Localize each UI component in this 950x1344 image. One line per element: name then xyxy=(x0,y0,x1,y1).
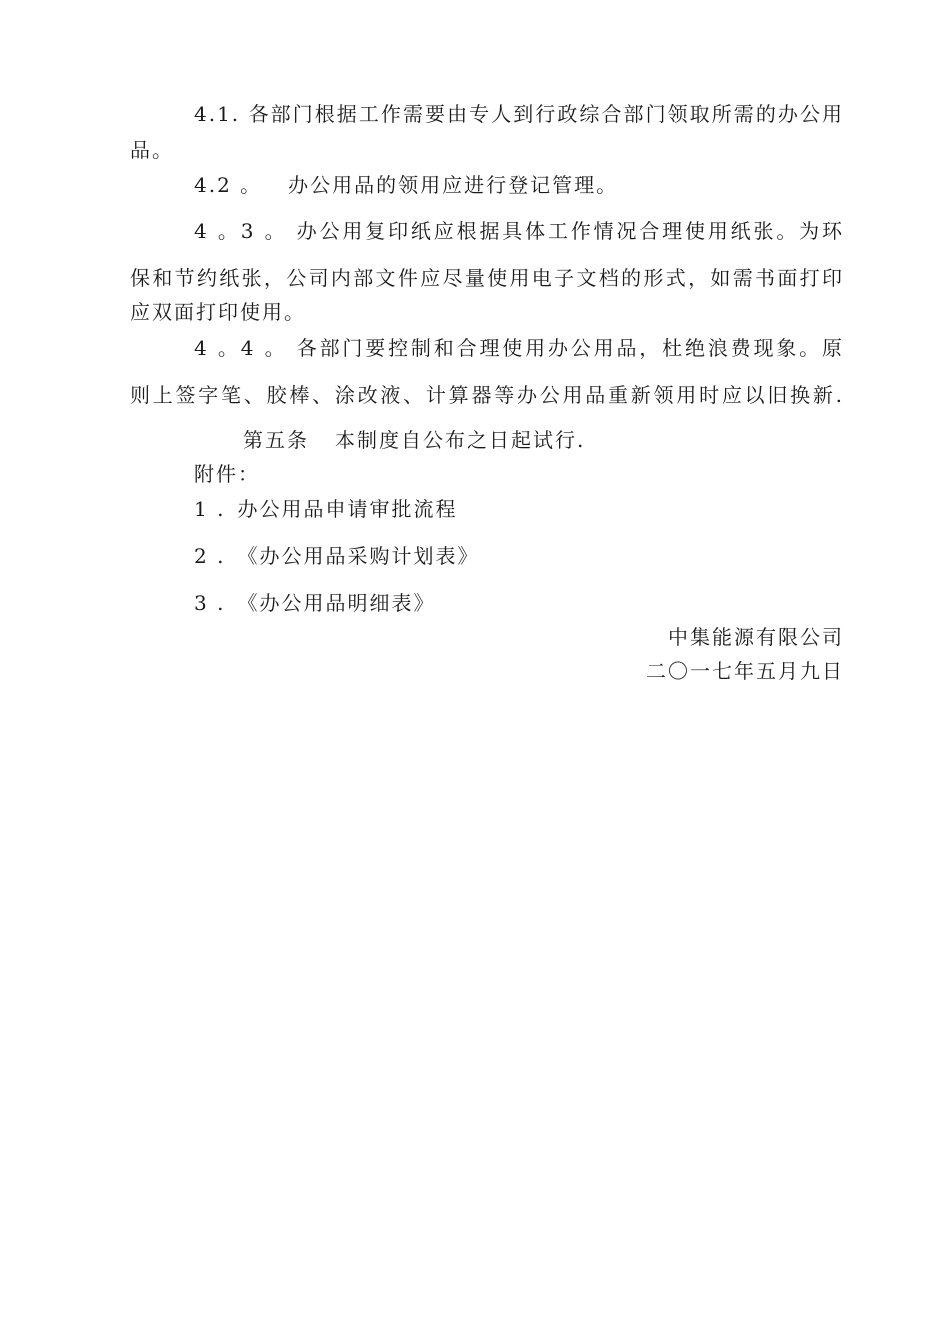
attachment-item-3 xyxy=(194,590,844,616)
clause-4-2-number: 4.2 。 xyxy=(194,173,263,197)
clause-4-4-text-2: 则上签字笔、胶棒、涂改液、计算器等办公用品重新领用时应以旧换新. xyxy=(130,383,844,407)
article-5-label: 第五条 xyxy=(243,428,309,452)
attachment-title: 《办公用品采购计划表》 xyxy=(237,544,480,568)
clause-4-4-line-1 xyxy=(194,335,844,361)
clause-4-3-number: 4 。3 。 xyxy=(194,219,288,243)
clause-4-3-line-2 xyxy=(130,265,844,291)
attachment-title: 《办公用品明细表》 xyxy=(237,591,436,615)
signature-company-text: 中集能源有限公司 xyxy=(668,625,844,649)
article-5 xyxy=(243,427,844,453)
attachment-item-2 xyxy=(194,543,844,569)
attachments-heading-text: 附件： xyxy=(194,462,260,486)
clause-4-2-text: 办公用品的领用应进行登记管理。 xyxy=(288,173,619,197)
attachments-heading xyxy=(194,461,844,487)
clause-4-4-number: 4 。4 。 xyxy=(194,336,288,360)
signature-date-text: 二〇一七年五月九日 xyxy=(646,659,844,683)
attachment-number: 3 . xyxy=(194,591,226,615)
clause-4-3-line-3 xyxy=(130,299,844,325)
attachment-number: 2 . xyxy=(194,544,226,568)
signature-company xyxy=(560,624,844,650)
attachment-item-1 xyxy=(194,496,844,522)
article-5-text: 本制度自公布之日起试行. xyxy=(335,428,586,452)
clause-4-1-text-2: 品。 xyxy=(130,138,174,162)
clause-4-3-text-3: 应双面打印使用。 xyxy=(130,300,306,324)
clause-4-1-line-2 xyxy=(130,137,844,163)
clause-4-3-text-2: 保和节约纸张，公司内部文件应尽量使用电子文档的形式，如需书面打印 xyxy=(130,266,844,290)
signature-date xyxy=(560,658,844,684)
clause-4-1-number: 4.1. xyxy=(194,102,241,126)
attachment-number: 1 . xyxy=(194,497,226,521)
clause-4-3-text-1: 办公用复印纸应根据具体工作情况合理使用纸张。为环 xyxy=(296,219,845,243)
clause-4-1-text-1: 各部门根据工作需要由专人到行政综合部门领取所需的办公用 xyxy=(248,102,845,126)
clause-4-3-line-1 xyxy=(194,218,844,244)
attachment-title: 办公用品申请审批流程 xyxy=(237,497,458,521)
clause-4-4-line-2 xyxy=(130,382,844,408)
clause-4-4-text-1: 各部门要控制和合理使用办公用品，杜绝浪费现象。原 xyxy=(296,336,845,360)
clause-4-2 xyxy=(194,172,844,198)
clause-4-1-line-1 xyxy=(194,101,844,127)
